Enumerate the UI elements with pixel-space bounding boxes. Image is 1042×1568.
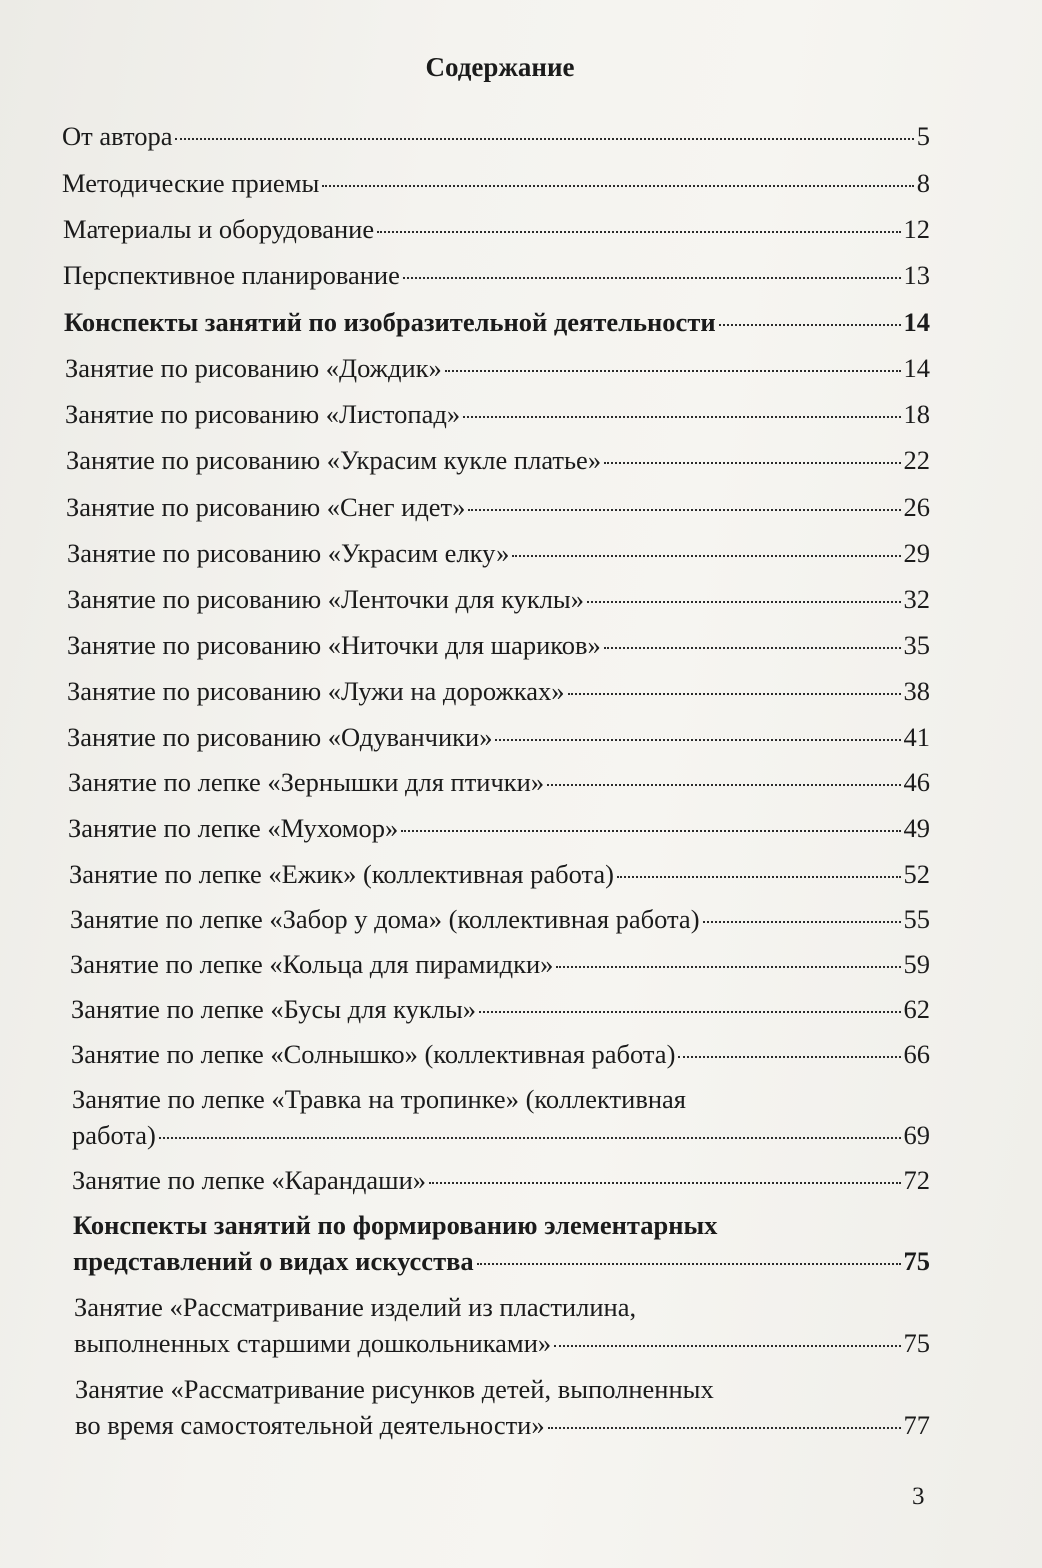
entry-page: 75 [903,1328,930,1358]
entry-page: 46 [903,767,930,797]
toc-entry [67,627,930,663]
entry-page: 49 [903,813,930,843]
entry-page: 59 [903,949,930,979]
entry-title: Занятие по лепке «Ежик» (коллективная работа) [69,859,614,889]
dot-leader [495,739,900,741]
entry-page: 29 [903,538,930,568]
entry-page: 12 [903,214,930,244]
entry-page: 75 [903,1246,930,1276]
entry-page: 72 [903,1165,930,1195]
entry-title-line1: Занятие по лепке «Травка на тропинке» (коллективная [72,1084,686,1114]
entry-page: 14 [903,307,930,337]
toc-entry [66,489,930,525]
entry-title: Занятие по лепке «Солнышко» (коллективная работа) [71,1039,676,1069]
entry-page: 14 [903,353,930,383]
entry-title-line1: Занятие «Рассматривание изделий из пластилина, [74,1292,637,1322]
dot-leader [604,462,900,464]
entry-page: 77 [903,1410,930,1440]
dot-leader [703,921,901,923]
entry-title: Перспективное планирование [63,260,400,290]
entry-page: 22 [903,445,930,475]
dot-leader [719,324,901,326]
entry-title: Занятие по рисованию «Лужи на дорожках» [67,676,565,706]
entry-title: От автора [62,121,173,151]
entry-page: 5 [916,121,930,151]
toc-entry [72,1081,930,1153]
dot-leader [175,138,913,140]
dot-leader [322,185,913,187]
entry-title: Занятие по лепке «Карандаши» [72,1165,426,1195]
entry-title-line2: работа) [72,1120,156,1150]
entry-title: Занятие по рисованию «Украсим кукле платье» [66,445,602,475]
entry-title: Занятие по рисованию «Листопад» [65,399,461,429]
dot-leader [512,555,900,557]
entry-title-line2: представлений о видах искусства [73,1246,474,1276]
dot-leader [604,647,901,649]
toc-entry [63,257,930,293]
entry-page: 62 [903,994,930,1024]
dot-leader [401,830,900,832]
toc-entry [75,1371,930,1443]
toc-entry [68,810,930,846]
toc-entry [68,764,930,800]
toc-entry [69,856,930,892]
toc-entry [66,442,930,478]
entry-title: Занятие по рисованию «Снег идет» [66,492,466,522]
dot-leader [479,1011,900,1013]
toc-entry [67,581,930,617]
entry-page: 41 [903,722,930,752]
dot-leader [617,876,901,878]
entry-page: 35 [903,630,930,660]
entry-page: 66 [903,1039,930,1069]
toc-entry [74,1289,930,1361]
entry-title: Занятие по лепке «Зернышки для птички» [68,767,545,797]
dot-leader [678,1056,900,1058]
dot-leader [377,231,900,233]
toc-section-heading [73,1207,930,1279]
page-number: 3 [912,1483,925,1510]
entry-title: Занятие по рисованию «Ниточки для шариков» [67,630,601,660]
toc-section-heading [64,304,930,340]
entry-title-line1: Занятие «Рассматривание рисунков детей, выполненных [75,1374,714,1404]
entry-title: Занятие по рисованию «Ленточки для куклы» [67,584,584,614]
entry-title: Занятие по рисованию «Одуванчики» [67,722,493,752]
entry-title: Занятие по рисованию «Дождик» [65,353,442,383]
toc-entry [71,991,930,1027]
entry-page: 55 [903,904,930,934]
entry-title: Занятие по лепке «Кольца для пирамидки» [70,949,554,979]
dot-leader [159,1137,901,1139]
dot-leader [554,1345,900,1347]
dot-leader [477,1263,901,1265]
toc-entry [67,719,930,755]
entry-page: 52 [903,859,930,889]
toc-entry [72,1162,930,1198]
entry-page: 13 [903,260,930,290]
dot-leader [468,509,900,511]
entry-page: 69 [903,1120,930,1150]
toc-entry [65,396,930,432]
entry-title: Занятие по рисованию «Украсим елку» [67,538,510,568]
entry-page: 26 [903,492,930,522]
entry-title: Занятие по лепке «Бусы для куклы» [71,994,477,1024]
toc-entry [70,946,930,982]
entry-title: Занятие по лепке «Мухомор» [68,813,399,843]
entry-title: Методические приемы [62,168,320,198]
dot-leader [587,601,901,603]
entry-title-line2: во время самостоятельной деятельности» [75,1410,545,1440]
entry-title: Занятие по лепке «Забор у дома» (коллективная работа) [70,904,700,934]
entry-title-line2: выполненных старшими дошкольниками» [74,1328,552,1358]
dot-leader [429,1182,901,1184]
toc-entry [71,1036,930,1072]
entry-page: 8 [916,168,930,198]
dot-leader [547,784,900,786]
toc-entry [62,118,930,154]
dot-leader [403,277,901,279]
toc-entry [63,211,930,247]
toc-entry [67,535,930,571]
dot-leader [445,370,901,372]
entry-page: 38 [903,676,930,706]
dot-leader [568,693,901,695]
dot-leader [556,966,900,968]
dot-leader [463,416,900,418]
entry-page: 32 [903,584,930,614]
dot-leader [548,1427,901,1429]
toc-entry [67,673,930,709]
entry-title-line1: Конспекты занятий по формированию элементарных [73,1210,718,1240]
toc-entry [65,350,930,386]
toc-entry [62,165,930,201]
toc-entry [70,901,930,937]
entry-title: Конспекты занятий по изобразительной деятельности [64,307,716,337]
entry-page: 18 [903,399,930,429]
entry-title: Материалы и оборудование [63,214,375,244]
contents-title: Содержание [425,52,575,82]
